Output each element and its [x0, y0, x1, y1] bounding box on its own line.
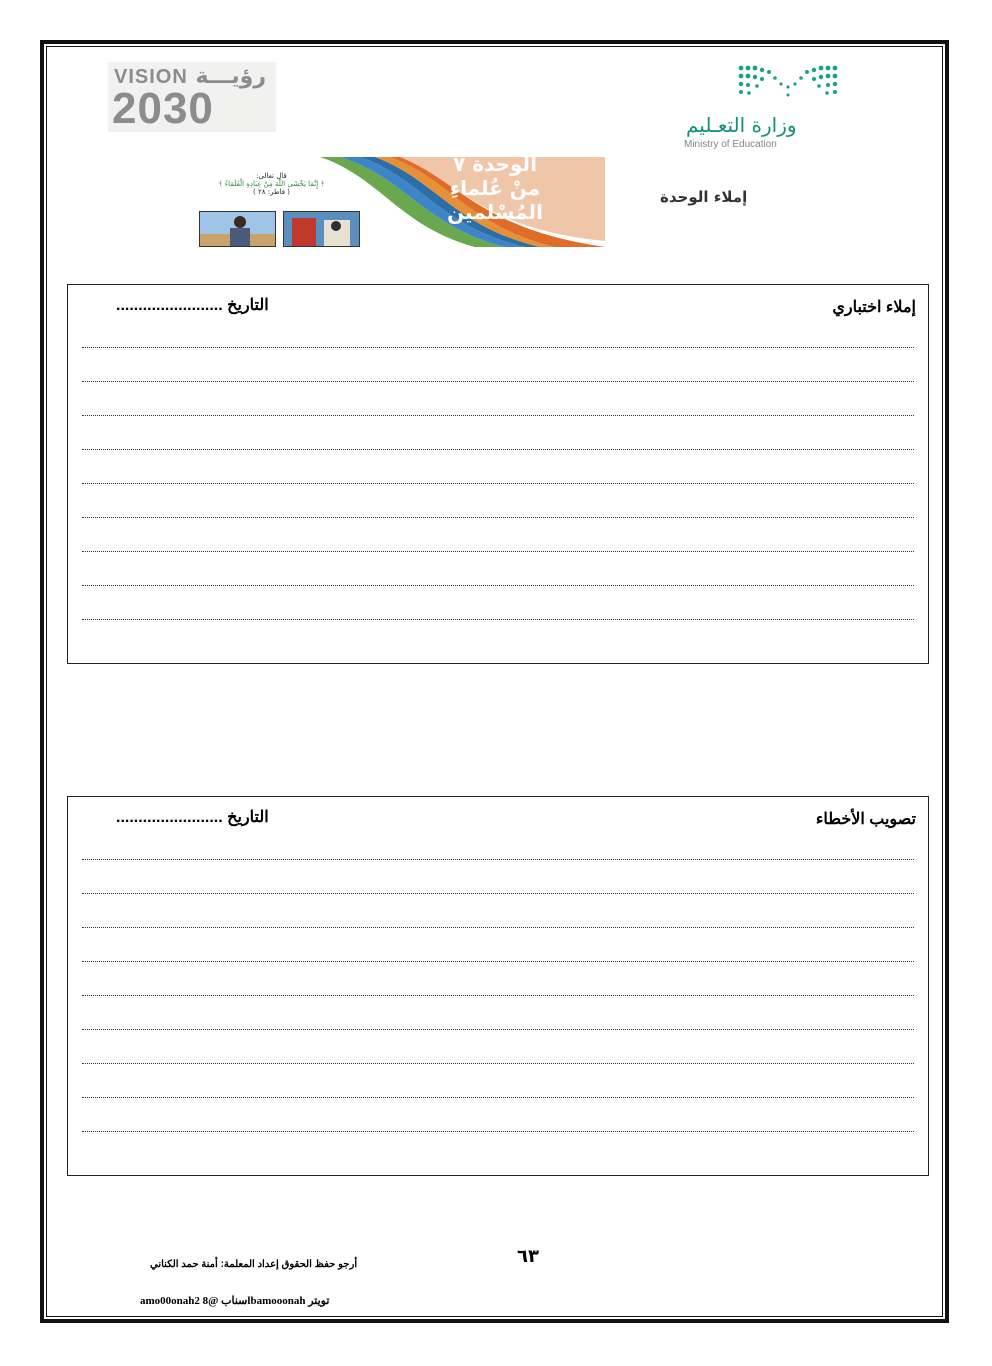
writing-line[interactable] [82, 449, 914, 450]
vision-label: VISION [114, 66, 188, 88]
page-number: ٦٣ [517, 1246, 539, 1267]
scholar-illustration-1 [199, 211, 276, 247]
verse-text: ﴿ إِنَّمَا يَخْشَى اللَّهَ مِنْ عِبَادِهِ الْعُلَمَاءُ ﴾ [218, 180, 325, 188]
date-field-2[interactable]: التاريخ ........................ [116, 809, 269, 826]
writing-line[interactable] [82, 381, 914, 382]
date-field-1[interactable]: التاريخ ........................ [116, 297, 269, 314]
writing-line[interactable] [82, 893, 914, 894]
unit-name-line2: المُسْلمين [447, 200, 543, 224]
writing-line[interactable] [82, 619, 914, 620]
verse-intro: قال تعالى: [256, 172, 287, 180]
ministry-arabic-name: وزارة التعـليم [686, 113, 797, 137]
writing-line[interactable] [82, 927, 914, 928]
vision-2030-logo [108, 62, 276, 132]
error-correction-heading: تصويب الأخطاء [815, 811, 916, 828]
writing-line[interactable] [82, 961, 914, 962]
copyright-note: أرجو حفظ الحقوق إعداد المعلمة: أمنة حمد الكناني [150, 1259, 358, 1270]
verse-block [184, 172, 359, 196]
ministry-emblem-icon [735, 62, 841, 102]
vision-arabic-label: رؤيـــة [195, 64, 266, 89]
writing-line[interactable] [82, 859, 914, 860]
ministry-english-name: Ministry of Education [684, 139, 777, 150]
writing-line[interactable] [82, 1029, 914, 1030]
test-dictation-heading: إملاء اختباري [832, 299, 916, 316]
verse-reference: ( فاطر: ٢٨ ) [253, 188, 290, 196]
writing-line[interactable] [82, 585, 914, 586]
social-handles: amo00onah2 سناب @8lbamooonah تويتر [140, 1295, 330, 1307]
writing-line[interactable] [82, 483, 914, 484]
writing-line[interactable] [82, 1063, 914, 1064]
writing-line[interactable] [82, 1097, 914, 1098]
writing-line[interactable] [82, 517, 914, 518]
test-dictation-box [67, 284, 929, 664]
vision-year: 2030 [112, 84, 214, 133]
unit-name-line1: منْ عُلماءِ [449, 176, 541, 200]
writing-line[interactable] [82, 995, 914, 996]
writing-line[interactable] [82, 415, 914, 416]
writing-line[interactable] [82, 551, 914, 552]
writing-line[interactable] [82, 347, 914, 348]
error-correction-box [67, 796, 929, 1176]
scholar-illustration-2 [283, 211, 360, 247]
unit-number: الوحدة ٧ [453, 152, 537, 176]
unit-dictation-title: إملاء الوحدة [660, 188, 748, 206]
writing-line[interactable] [82, 1131, 914, 1132]
